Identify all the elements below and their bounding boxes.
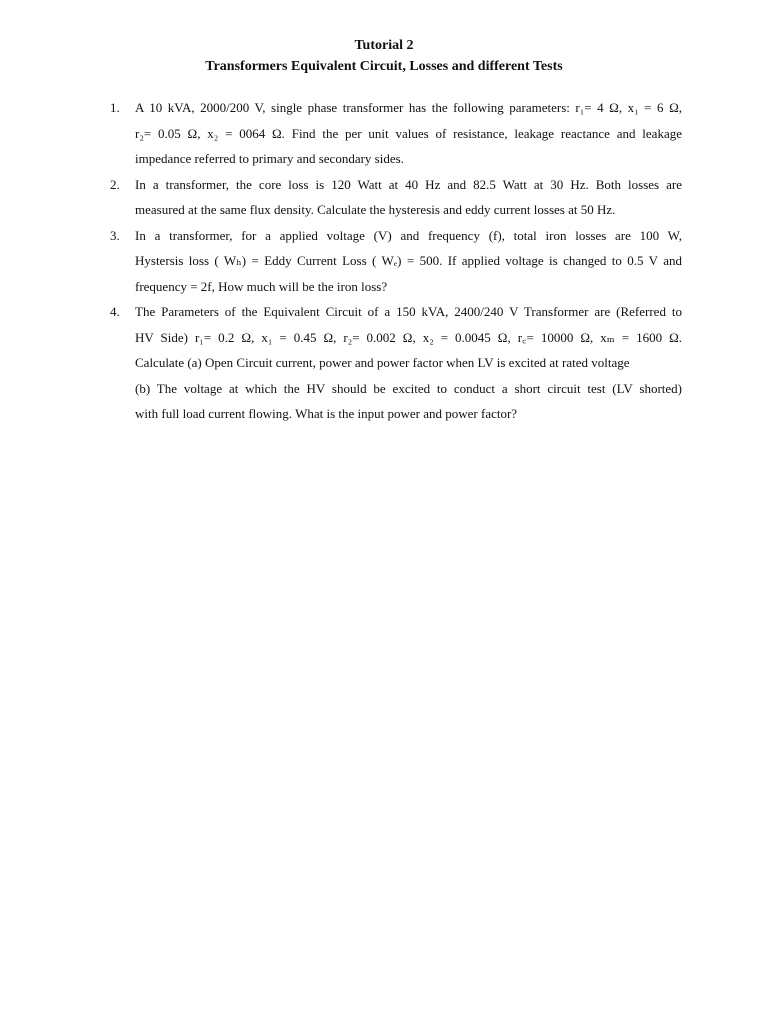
document-subtitle: Transformers Equivalent Circuit, Losses and different Tests (205, 59, 563, 74)
question-list (110, 95, 682, 427)
question-line: In a transformer, for a applied voltage (V) and frequency (f), total iron losses are 100 W, (135, 227, 682, 243)
question-line: The Parameters of the Equivalent Circuit of a 150 kVA, 2400/240 V Transformer are (Referred to (135, 304, 682, 319)
question-line: with full load current flowing. What is the input power and power factor? (135, 406, 518, 421)
question-number: 2. (110, 176, 120, 192)
question-item-1 (110, 95, 682, 172)
question-item-2 (110, 172, 682, 223)
question-line: Calculate (a) Open Circuit current, power and power factor when LV is excited at rated voltage (135, 355, 630, 370)
question-line: A 10 kVA, 2000/200 V, single phase transformer has the following parameters: r₁= 4 Ω, x₁ = 6 Ω, (135, 100, 682, 115)
question-line: HV Side) r₁= 0.2 Ω, x₁ = 0.45 Ω, r₂= 0.002 Ω, x₂ = 0.0045 Ω, r꜀= 10000 Ω, xₘ = 1600 Ω. (135, 329, 682, 345)
question-number: 4. (110, 304, 120, 319)
question-line: Hystersis loss ( Wₕ) = Eddy Current Loss ( Wₑ) = 500. If applied voltage is changed to 0.5 V and (135, 253, 682, 268)
question-line: r₂= 0.05 Ω, x₂ = 0064 Ω. Find the per unit values of resistance, leakage reactance and leakage (135, 125, 682, 141)
question-line: (b) The voltage at which the HV should be excited to conduct a short circuit test (LV shorted) (135, 380, 682, 396)
question-number: 3. (110, 227, 120, 243)
question-line: impedance referred to primary and secondary sides. (135, 151, 404, 166)
question-number: 1. (110, 100, 120, 115)
question-line: frequency = 2f, How much will be the iron loss? (135, 278, 388, 294)
question-item-4 (110, 299, 682, 427)
document-title: Tutorial 2 (354, 38, 414, 53)
question-item-3 (110, 223, 682, 300)
question-line: In a transformer, the core loss is 120 Watt at 40 Hz and 82.5 Watt at 30 Hz. Both losses are (135, 176, 682, 192)
question-line: measured at the same flux density. Calculate the hysteresis and eddy current losses at 50 Hz. (135, 202, 616, 217)
